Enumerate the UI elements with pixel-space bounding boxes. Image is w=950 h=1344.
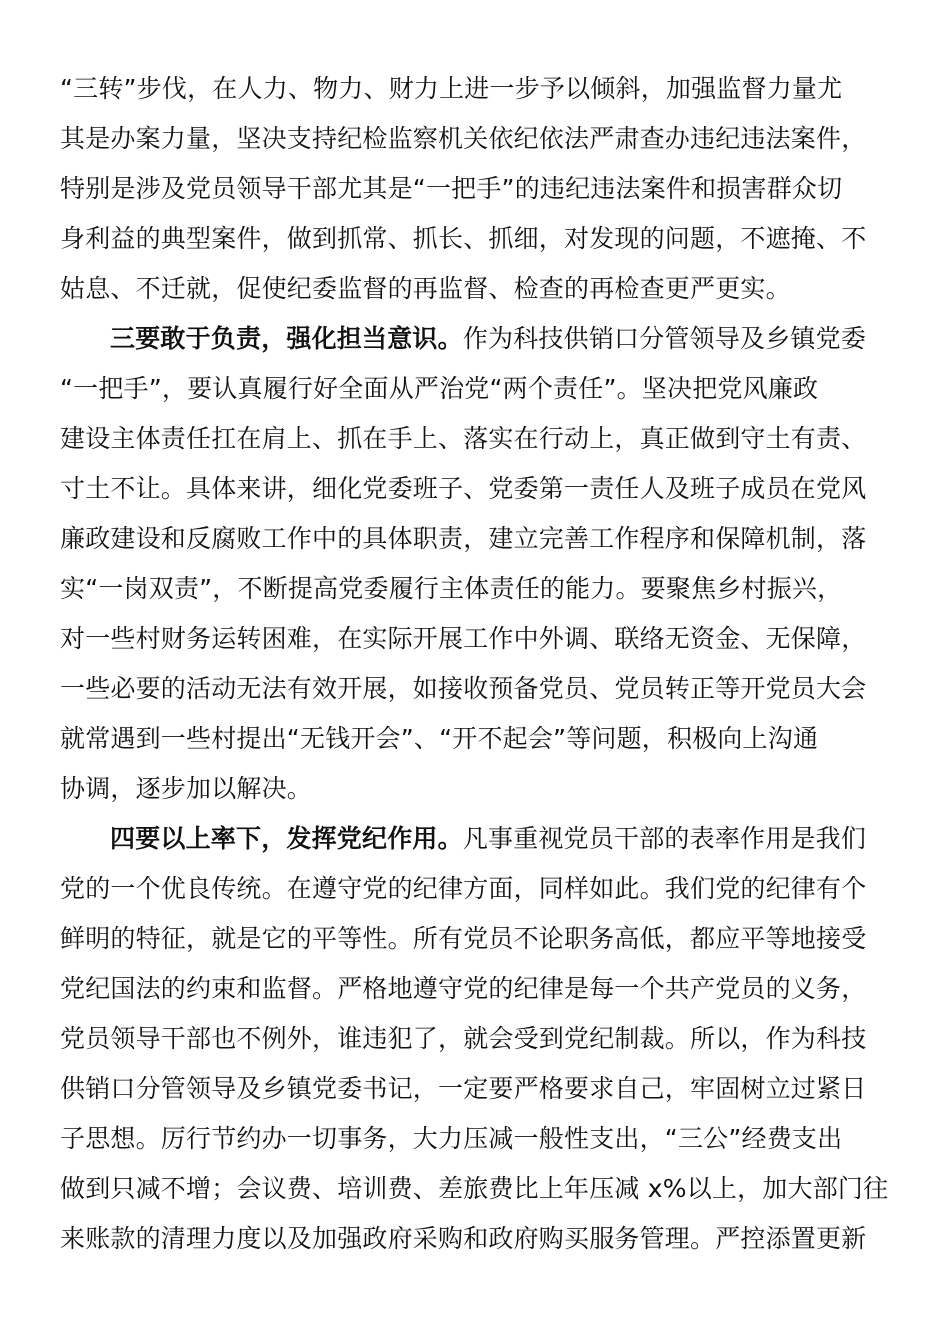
paragraph-heading: 四要以上率下，发挥党纪作用。: [110, 824, 463, 853]
text-line: 特别是涉及党员领导干部尤其是“一把手”的违纪违法案件和损害群众切: [60, 174, 843, 203]
text-line: 来账款的清理力度以及加强政府采购和政府购买服务管理。严控添置更新: [60, 1224, 867, 1253]
text-line: 一些必要的活动无法有效开展，如接收预备党员、党员转正等开党员大会: [60, 674, 867, 703]
paragraph-first-line: [60, 814, 892, 864]
paragraph-first-line-text: 作为科技供销口分管领导及乡镇党委: [462, 324, 867, 353]
paragraph-3: [60, 814, 892, 1264]
paragraph-first-line: [60, 314, 892, 364]
text-line: 建设主体责任扛在肩上、抓在手上、落实在行动上，真正做到守土有责、: [60, 424, 867, 453]
paragraph-1: [60, 64, 892, 314]
text-line: 做到只减不增；会议费、培训费、差旅费比上年压减 x%以上，加大部门往: [60, 1174, 889, 1203]
text-line: 对一些村财务运转困难，在实际开展工作中外调、联络无资金、无保障，: [60, 624, 867, 653]
text-line: 供销口分管领导及乡镇党委书记，一定要严格要求自己，牢固树立过紧日: [60, 1074, 867, 1103]
text-line: 党纪国法的约束和监督。严格地遵守党的纪律是每一个共产党员的义务，: [60, 974, 867, 1003]
text-line: 廉政建设和反腐败工作中的具体职责，建立完善工作程序和保障机制，落: [60, 524, 867, 553]
text-line: “一把手”，要认真履行好全面从严治党“两个责任”。坚决把党风廉政: [60, 374, 819, 403]
text-line: 党的一个优良传统。在遵守党的纪律方面，同样如此。我们党的纪律有个: [60, 874, 867, 903]
paragraph-heading: 三要敢于负责，强化担当意识。: [110, 324, 463, 353]
text-line: 实“一岗双责”，不断提高党委履行主体责任的能力。要聚焦乡村振兴，: [60, 574, 843, 603]
text-line: 就常遇到一些村提出“无钱开会”、“开不起会”等问题，积极向上沟通: [60, 724, 819, 753]
text-line: 协调，逐步加以解决。: [60, 774, 313, 803]
text-line: “三转”步伐，在人力、物力、财力上进一步予以倾斜，加强监督力量尤: [60, 74, 843, 103]
text-line: 姑息、不迁就，促使纪委监督的再监督、检查的再检查更严更实。: [60, 274, 791, 303]
text-line: 寸土不让。具体来讲，细化党委班子、党委第一责任人及班子成员在党风: [60, 474, 867, 503]
document-page: [60, 64, 892, 1264]
text-line: 其是办案力量，坚决支持纪检监察机关依纪依法严肃查办违纪违法案件，: [60, 124, 867, 153]
text-line: 身利益的典型案件，做到抓常、抓长、抓细，对发现的问题，不遮掩、不: [60, 224, 867, 253]
text-line: 子思想。厉行节约办一切事务，大力压减一般性支出，“三公”经费支出: [60, 1124, 843, 1153]
paragraph-2: [60, 314, 892, 814]
text-line: 党员领导干部也不例外，谁违犯了，就会受到党纪制裁。所以，作为科技: [60, 1024, 867, 1053]
text-line: 鲜明的特征，就是它的平等性。所有党员不论职务高低，都应平等地接受: [60, 924, 867, 953]
paragraph-first-line-text: 凡事重视党员干部的表率作用是我们: [462, 824, 867, 853]
